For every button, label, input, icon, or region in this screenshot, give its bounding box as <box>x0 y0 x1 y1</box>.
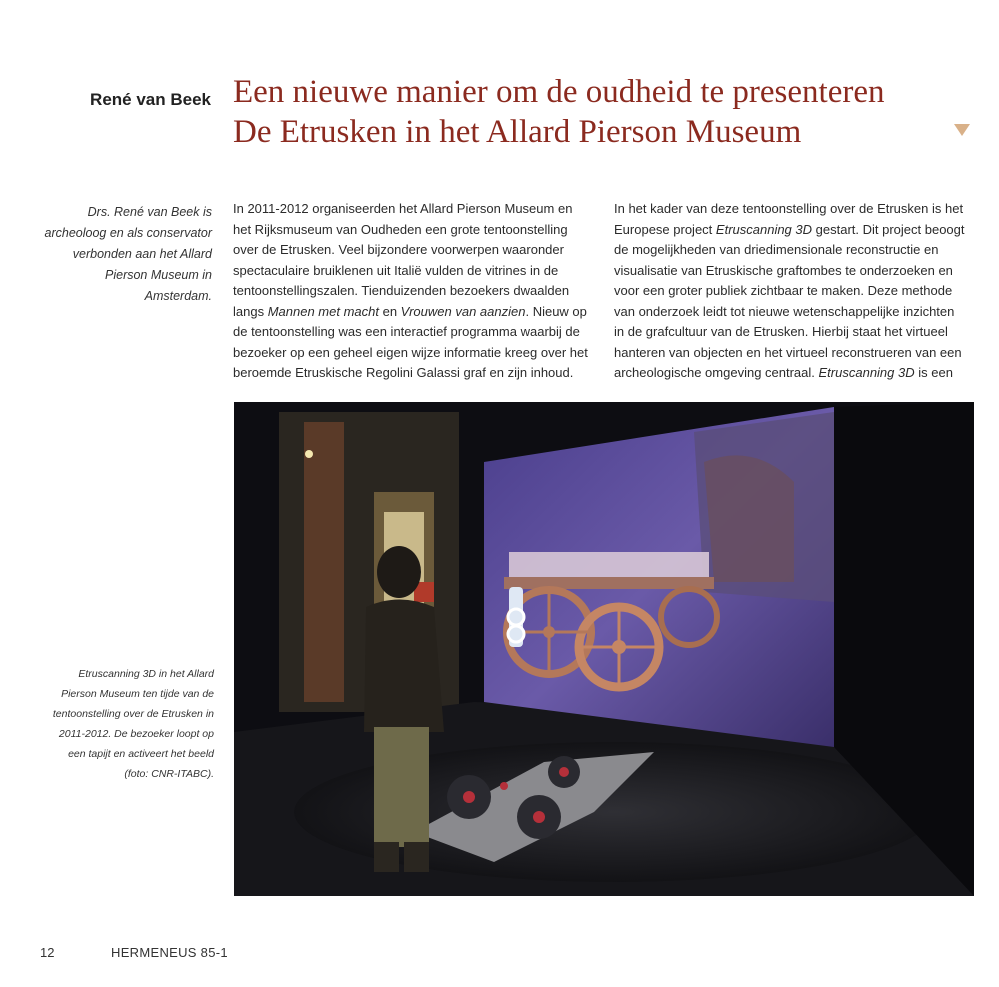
photo-caption <box>40 664 214 784</box>
col2-line: van onderzoek leidt tot nieuwe wetenschappelijke inzichten <box>614 303 955 319</box>
caption-line: Pierson Museum ten tijde van de <box>61 688 214 700</box>
body-column-1 <box>233 199 591 384</box>
article-title <box>233 72 933 152</box>
caption-line: een tapijt en activeert het beeld <box>68 748 214 760</box>
exhibition-title: Mannen met macht <box>267 303 379 319</box>
col2-text: is een <box>914 365 953 380</box>
col1-line: tentoonstellingszalen. Tienduizenden bezoekers dwaalden <box>233 283 570 298</box>
col1-line: de tentoonstelling was een interactief programma waarbij de <box>233 324 580 339</box>
col1-line: In 2011-2012 organiseerden het Allard Pierson Museum en <box>233 201 573 216</box>
journal-name: HERMENEUS 85-1 <box>111 945 228 960</box>
col1-line: bezoeker op een geheel eigen wijze informatie kreeg over het <box>233 344 588 360</box>
page-number: 12 <box>40 945 55 960</box>
col2-text: Europese project <box>614 221 716 237</box>
caption-line: (foto: CNR-ITABC). <box>124 768 214 780</box>
project-name: Etruscanning 3D <box>715 221 813 237</box>
caption-line: 2011-2012. De bezoeker loopt op <box>58 728 214 740</box>
col2-line: de mogelijkheden van driedimensionale reconstructie en <box>614 242 939 257</box>
col2-text: archeologische omgeving centraal. <box>614 365 819 380</box>
title-line-2: De Etrusken in het Allard Pierson Museum <box>233 114 802 150</box>
exhibition-photo <box>234 402 974 896</box>
exhibition-title: Vrouwen van aanzien <box>400 303 526 319</box>
body-column-2 <box>614 199 972 384</box>
col2-line: visualisatie van Etruskische graftombes te onderzoeken en <box>614 262 953 278</box>
caption-line: Etruscanning 3D in het Allard <box>78 668 214 680</box>
photo-illustration <box>234 402 974 896</box>
col1-line <box>233 302 591 323</box>
col1-line: over de Etrusken. Veel bijzondere voorwerpen waaronder <box>233 242 564 257</box>
col2-text: gestart. Dit project beoogt <box>812 221 965 237</box>
col2-line: in de grafcultuur van de Etrusken. Hierbij staat het virtueel <box>614 324 948 339</box>
col2-line: hanteren van objecten en het virtueel reconstrueren van een <box>614 344 962 360</box>
author-name: René van Beek <box>90 90 211 109</box>
title-line-1: Een nieuwe manier om de oudheid te presenteren <box>233 74 885 110</box>
col1-text: . Nieuw op <box>525 303 587 319</box>
caption-line: tentoonstelling over de Etrusken in <box>52 708 214 720</box>
col2-line: In het kader van deze tentoonstelling over de Etrusken is het <box>614 201 964 216</box>
col2-line: voor een groter publiek zichtbaar te maken. Deze methode <box>614 283 953 298</box>
author-bio: Drs. René van Beek is archeoloog en als conservator verbonden aan het Allard Pierson Museum in Amsterdam. <box>44 205 212 303</box>
col1-line: het Rijksmuseum van Oudheden een grote tentoonstelling <box>233 221 568 237</box>
col2-line <box>614 363 972 384</box>
col1-text: en <box>378 303 401 319</box>
projection-screen <box>484 407 834 747</box>
col1-line: beroemde Etruskische Regolini Galassi graf en zijn inhoud. <box>233 365 574 380</box>
col2-line <box>614 220 972 241</box>
project-name: Etruscanning 3D <box>818 365 915 380</box>
col1-text: langs <box>233 303 268 319</box>
triangle-marker-icon <box>954 124 970 136</box>
col1-line: spectaculaire bruiklenen uit Italië vulden de vitrines in de <box>233 262 559 278</box>
